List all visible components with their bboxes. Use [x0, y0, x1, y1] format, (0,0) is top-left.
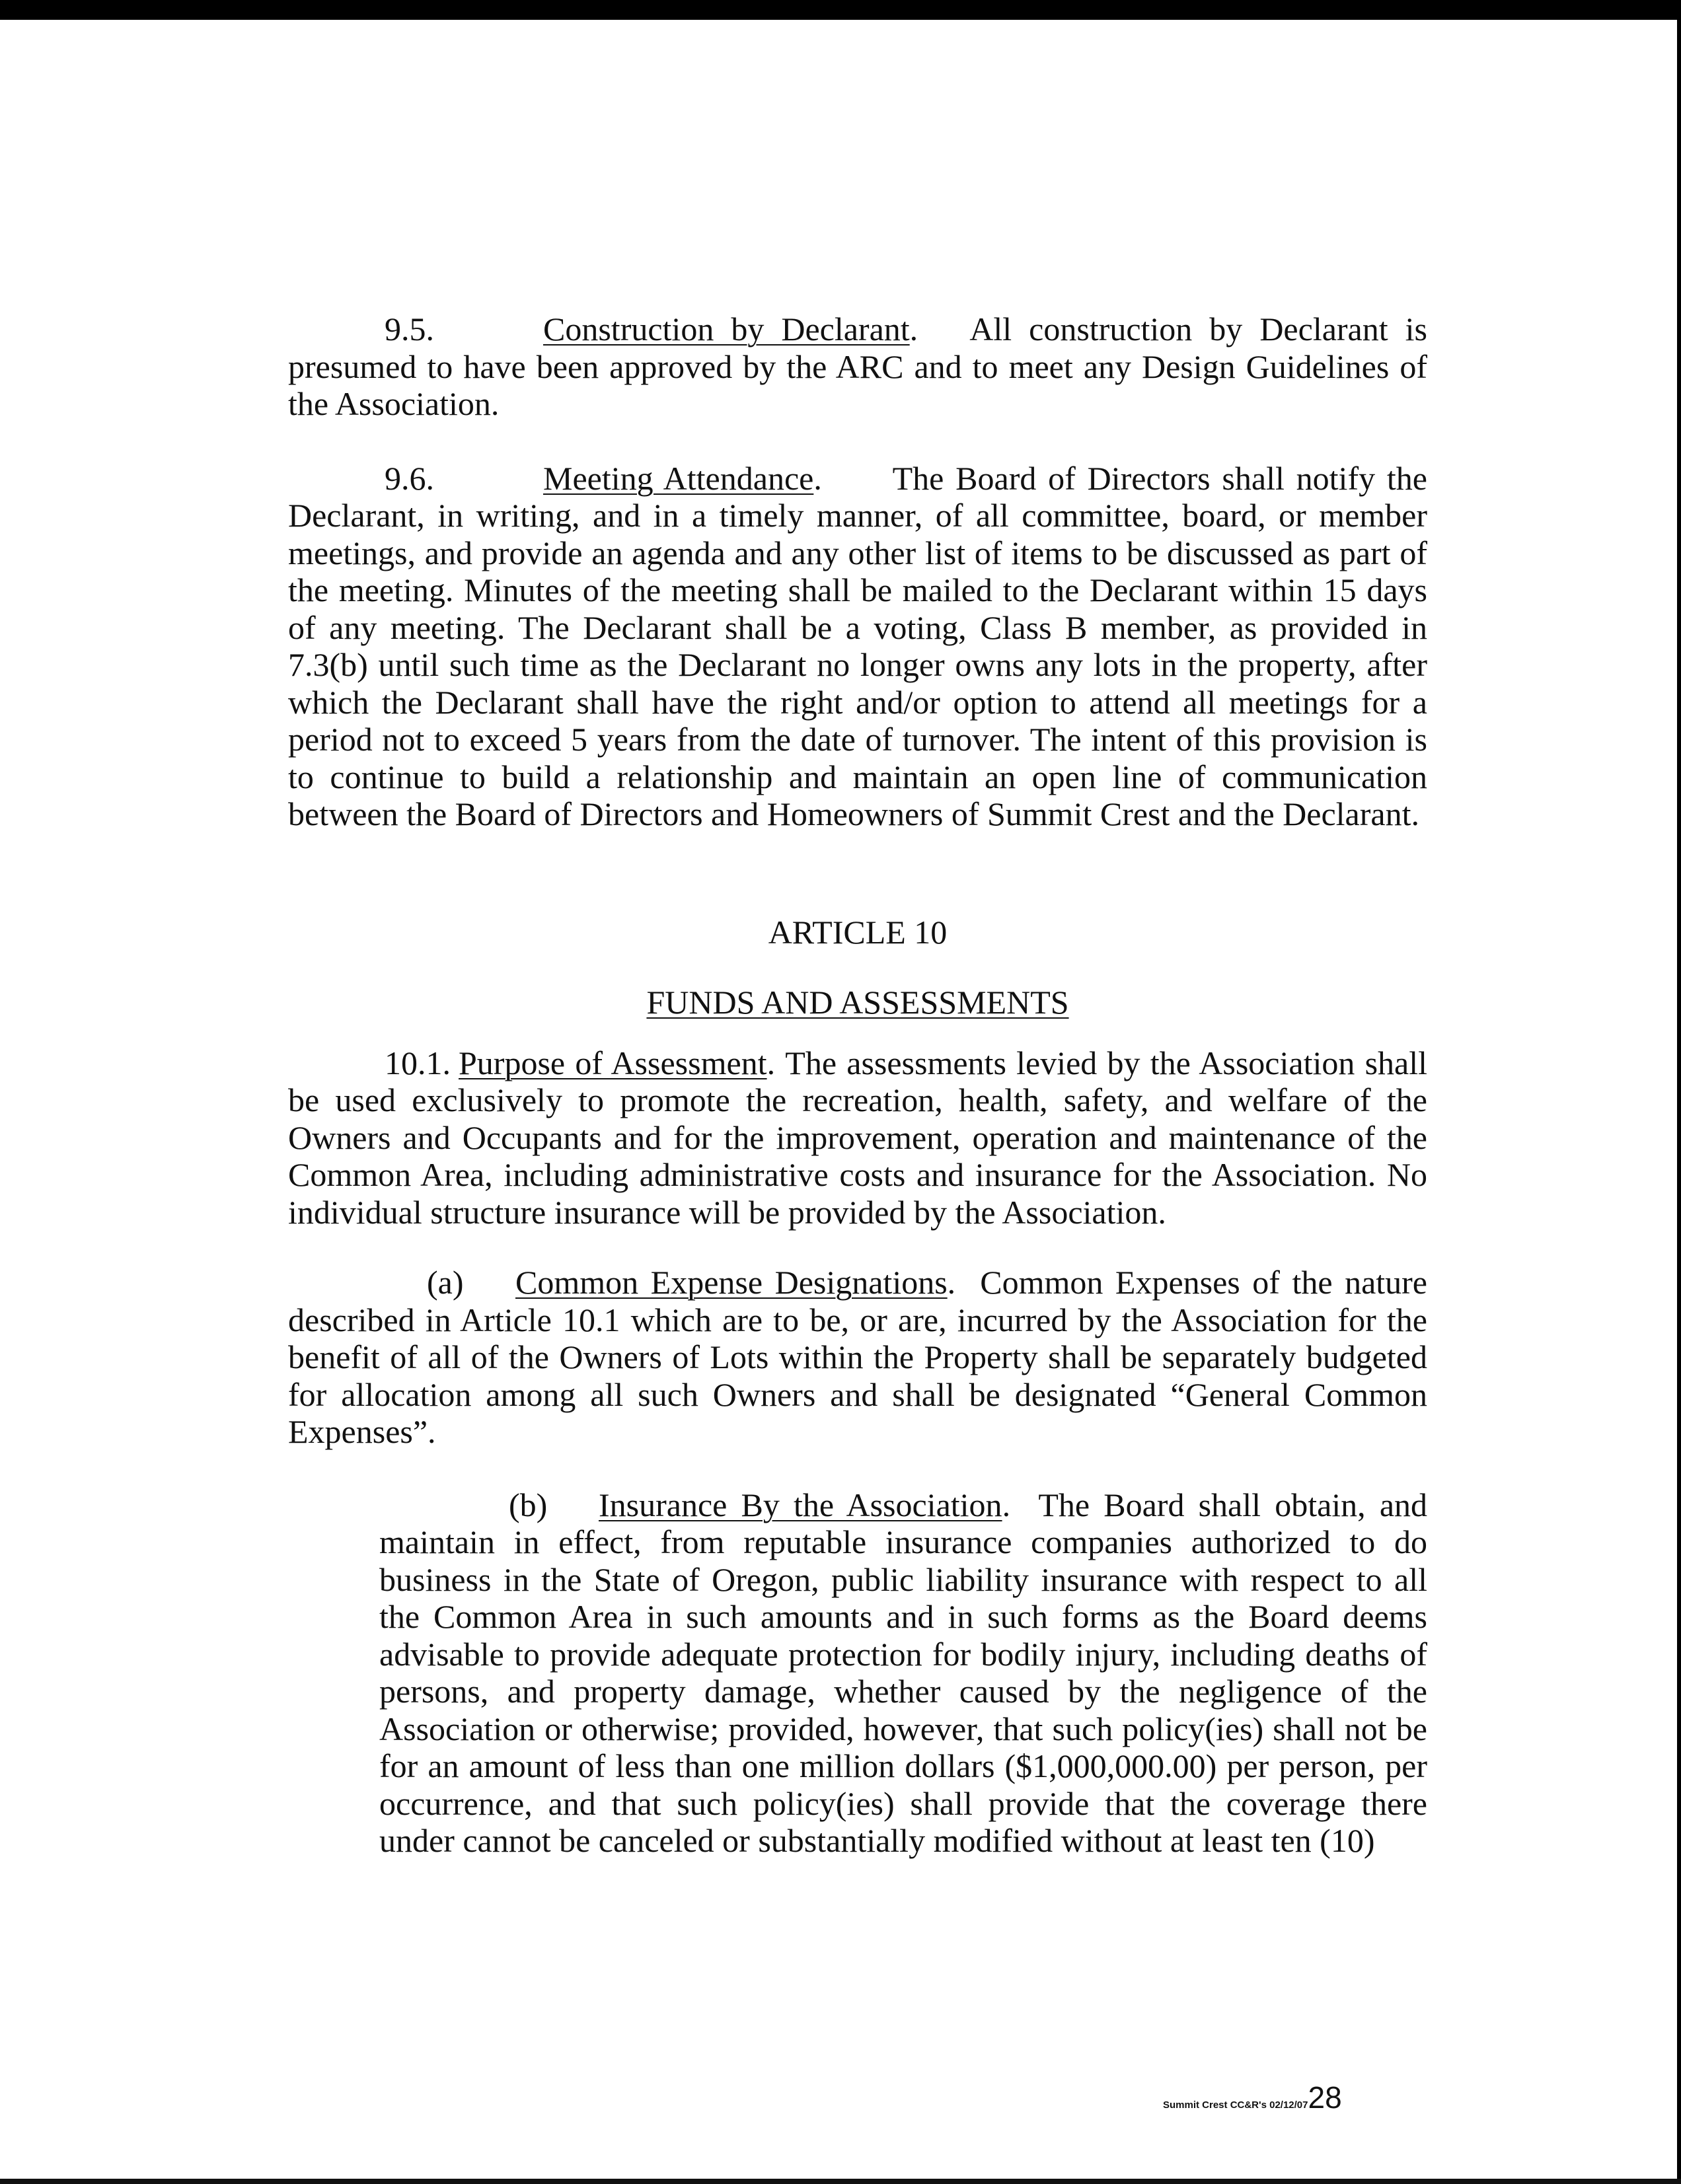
subsection-text: Common Expenses of the nature described in Article 10.1 which are to be, or are, incurred by the Association for the benefit of all of the Owners of Lots within the Property shall be separately budgeted for allocation among all such Owners and shall be designated “General Common Expenses”. [288, 1264, 1427, 1450]
subsection-title: Insurance By the Association [599, 1486, 1002, 1523]
document-page [288, 310, 1427, 1860]
section-number: 10.1. [385, 1044, 451, 1081]
subsection-label: (b) [509, 1486, 548, 1523]
subsection-label: (a) [427, 1264, 464, 1301]
scan-bottom-border [0, 2179, 1681, 2184]
scan-top-border [0, 0, 1681, 20]
subsection-text: The Board shall obtain, and maintain in effect, from reputable insurance companies authorized to do business in the State of Oregon, public liability insurance with respect to all the Common Area in such amounts and in such forms as the Board deems advisable to provide adequate protection for bodily injury, including deaths of persons, and property damage, whether caused by the negligence of the Association or otherwise; provided, however, that such policy(ies) shall not be for an amount of less than one million dollars ($1,000,000.00) per person, per occurrence, and that such policy(ies) shall provide that the coverage there under cannot be canceled or substantially modified without at least ten (10) [379, 1486, 1428, 1859]
footer-label: Summit Crest CC&R's 02/12/07 [1163, 2099, 1308, 2111]
article-title: FUNDS AND ASSESSMENTS [646, 983, 1069, 1021]
article-heading: ARTICLE 10 [768, 913, 948, 951]
section-text: The Board of Directors shall notify the Declarant, in writing, and in a timely manner, of all committee, board, or member meetings, and provide an agenda and any other list of items to be discussed as part of the meeting. Minutes of the meeting shall be mailed to the Declarant within 15 days of any meeting. The Declarant shall be a voting, Class B member, as provided in 7.3(b) until such time as the Declarant no longer owns any lots in the property, after which the Declarant shall have the right and/or option to attend all meetings for a period not to exceed 5 years from the date of turnover. The intent of this provision is to continue to build a relationship and maintain an open line of communication between the Board of Directors and Homeowners of Summit Crest and the Declarant. [288, 459, 1427, 832]
subsection-a: (a) Common Expense Designations. Common Expenses of the nature described in Article 10.1 which are to be, or are, incurred by the Association for the benefit of all of the Owners of Lots within the Property shall be separately budgeted for allocation among all such Owners and shall be designated “General Common Expenses”. [288, 1264, 1427, 1450]
section-text: All construction by Declarant is presumed to have been approved by the ARC and to meet any Design Guidelines of the Association. [288, 310, 1427, 422]
subsection-title: Common Expense Designations [515, 1264, 948, 1301]
section-title: Purpose of Assessment [459, 1044, 767, 1081]
section-number: 9.6. [385, 459, 434, 497]
scan-right-border [1677, 0, 1681, 2184]
section-title: Construction by Declarant [543, 310, 910, 347]
section-title: Meeting Attendance [543, 459, 814, 497]
section-number: 9.5. [385, 310, 434, 347]
section-text: The assessments levied by the Association shall be used exclusively to promote the recreation, health, safety, and welfare of the Owners and Occupants and for the improvement, operation and maintenance of the Common Area, including administrative costs and insurance for the Association. No individual structure insurance will be provided by the Association. [288, 1044, 1428, 1231]
section-10-1: 10.1. Purpose of Assessment. The assessments levied by the Association shall be used exclusively to promote the recreation, health, safety, and welfare of the Owners and Occupants and for the improvement, operation and maintenance of the Common Area, including administrative costs and insurance for the Association. No individual structure insurance will be provided by the Association. [288, 1044, 1428, 1231]
section-9-6: 9.6. Meeting Attendance. The Board of Directors shall notify the Declarant, in writing, and in a timely manner, of all committee, board, or member meetings, and provide an agenda and any other list of items to be discussed as part of the meeting. Minutes of the meeting shall be mailed to the Declarant within 15 days of any meeting. The Declarant shall be a voting, Class B member, as provided in 7.3(b) until such time as the Declarant no longer owns any lots in the property, after which the Declarant shall have the right and/or option to attend all meetings for a period not to exceed 5 years from the date of turnover. The intent of this provision is to continue to build a relationship and maintain an open line of communication between the Board of Directors and Homeowners of Summit Crest and the Declarant. [288, 459, 1427, 832]
page-number: 28 [1308, 2080, 1342, 2115]
subsection-b: (b) Insurance By the Association. The Board shall obtain, and maintain in effect, from reputable insurance companies authorized to do business in the State of Oregon, public liability insurance with respect to all the Common Area in such amounts and in such forms as the Board deems advisable to provide adequate protection for bodily injury, including deaths of persons, and property damage, whether caused by the negligence of the Association or otherwise; provided, however, that such policy(ies) shall not be for an amount of less than one million dollars ($1,000,000.00) per person, per occurrence, and that such policy(ies) shall provide that the coverage there under cannot be canceled or substantially modified without at least ten (10) [379, 1486, 1428, 1859]
page-footer [1163, 2080, 1342, 2115]
section-9-5: 9.5. Construction by Declarant. All construction by Declarant is presumed to have been approved by the ARC and to meet any Design Guidelines of the Association. [288, 310, 1427, 422]
